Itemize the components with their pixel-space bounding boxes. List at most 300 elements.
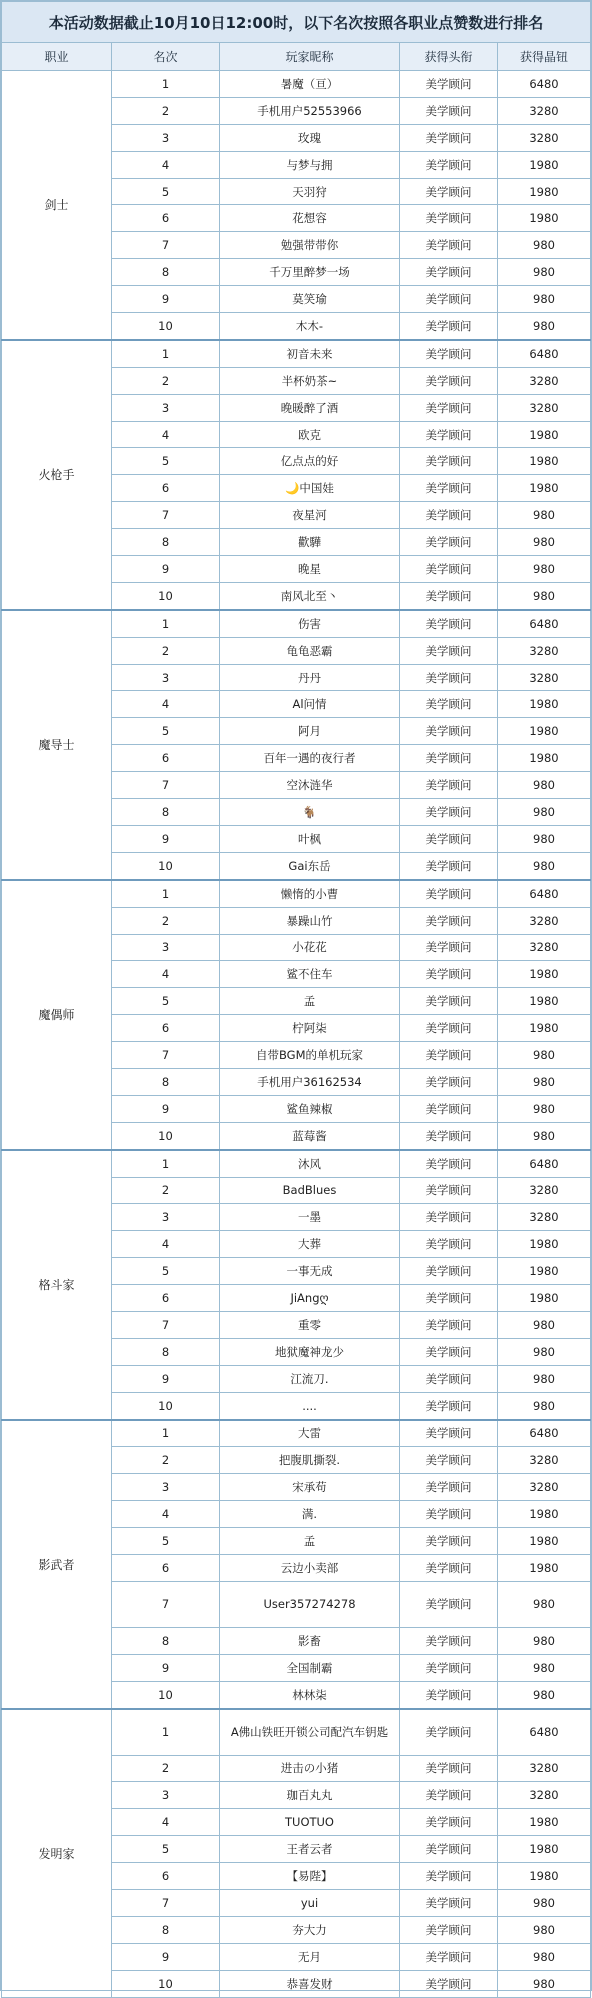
reward-cell: 1980: [498, 1501, 591, 1528]
reward-cell: 980: [498, 529, 591, 556]
nickname-cell: JiAngღ: [220, 1285, 400, 1312]
rank-cell: 6: [112, 1285, 220, 1312]
nickname-cell: 孟: [220, 988, 400, 1015]
reward-cell: 3280: [498, 124, 591, 151]
title-cell: 美学顾问: [400, 1916, 498, 1943]
rank-cell: 8: [112, 1627, 220, 1654]
title-cell: 美学顾问: [400, 1943, 498, 1970]
title-cell: 美学顾问: [400, 988, 498, 1015]
class-cell: 剑士: [2, 71, 112, 340]
title-cell: 美学顾问: [400, 1474, 498, 1501]
title-cell: 美学顾问: [400, 1970, 498, 1997]
nickname-cell: 欧克: [220, 421, 400, 448]
table-row: [2, 1709, 591, 1756]
header-class: 职业: [2, 43, 112, 71]
nickname-cell: 鲨不住车: [220, 961, 400, 988]
rank-cell: 9: [112, 825, 220, 852]
nickname-cell: 影畜: [220, 1627, 400, 1654]
reward-cell: 980: [498, 1365, 591, 1392]
nickname-cell: 勉强带带你: [220, 232, 400, 259]
rank-cell: 9: [112, 1365, 220, 1392]
rank-cell: 2: [112, 637, 220, 664]
rank-cell: 2: [112, 97, 220, 124]
nickname-cell: 叶枫: [220, 825, 400, 852]
reward-cell: 980: [498, 825, 591, 852]
title-cell: 美学顾问: [400, 97, 498, 124]
reward-cell: 6480: [498, 71, 591, 98]
nickname-cell: 百年一遇的夜行者: [220, 745, 400, 772]
nickname-cell: 木木-: [220, 313, 400, 340]
reward-cell: 1980: [498, 178, 591, 205]
rank-cell: 3: [112, 394, 220, 421]
reward-cell: 1980: [498, 421, 591, 448]
title-cell: 美学顾问: [400, 1392, 498, 1419]
nickname-cell: 林林柒: [220, 1681, 400, 1708]
nickname-cell: 伤害: [220, 610, 400, 637]
ranking-body: [2, 71, 591, 1998]
reward-cell: 3280: [498, 394, 591, 421]
rank-cell: 6: [112, 205, 220, 232]
title-cell: 美学顾问: [400, 1420, 498, 1447]
reward-cell: 980: [498, 1068, 591, 1095]
rank-cell: 4: [112, 1809, 220, 1836]
rank-cell: 4: [112, 1501, 220, 1528]
title-cell: 美学顾问: [400, 502, 498, 529]
title-cell: 美学顾问: [400, 556, 498, 583]
nickname-cell: 宋承苟: [220, 1474, 400, 1501]
rank-cell: 4: [112, 421, 220, 448]
title-cell: 美学顾问: [400, 961, 498, 988]
title-cell: 美学顾问: [400, 1177, 498, 1204]
nickname-cell: TUOTUO: [220, 1809, 400, 1836]
title-cell: 美学顾问: [400, 1338, 498, 1365]
rank-cell: 8: [112, 259, 220, 286]
nickname-cell: 龟龟恶霸: [220, 637, 400, 664]
rank-cell: 7: [112, 1581, 220, 1627]
rank-cell: 5: [112, 1836, 220, 1863]
nickname-cell: 重零: [220, 1311, 400, 1338]
reward-cell: 980: [498, 1311, 591, 1338]
title-cell: 美学顾问: [400, 1204, 498, 1231]
nickname-cell: 王者云者: [220, 1836, 400, 1863]
reward-cell: 1980: [498, 1836, 591, 1863]
reward-cell: 1980: [498, 961, 591, 988]
rank-cell: 7: [112, 1042, 220, 1069]
rank-cell: 3: [112, 934, 220, 961]
title-cell: 美学顾问: [400, 1231, 498, 1258]
rank-cell: 5: [112, 1528, 220, 1555]
title-cell: 美学顾问: [400, 71, 498, 98]
nickname-cell: 进击の小猪: [220, 1755, 400, 1782]
reward-cell: 980: [498, 259, 591, 286]
nickname-cell: yui: [220, 1890, 400, 1917]
reward-cell: 1980: [498, 718, 591, 745]
rank-cell: 7: [112, 232, 220, 259]
title-cell: 美学顾问: [400, 1654, 498, 1681]
nickname-cell: 大葬: [220, 1231, 400, 1258]
reward-cell: 1980: [498, 151, 591, 178]
ranking-table: [1, 1, 591, 1998]
rank-cell: 6: [112, 1015, 220, 1042]
rank-cell: 1: [112, 1709, 220, 1756]
title-cell: 美学顾问: [400, 124, 498, 151]
nickname-cell: 🌙中国娃: [220, 475, 400, 502]
rank-cell: 6: [112, 1863, 220, 1890]
rank-cell: 10: [112, 582, 220, 609]
nickname-cell: 一事无成: [220, 1258, 400, 1285]
rank-cell: 5: [112, 448, 220, 475]
rank-cell: 8: [112, 1338, 220, 1365]
title-cell: 美学顾问: [400, 934, 498, 961]
reward-cell: 980: [498, 1654, 591, 1681]
title-cell: 美学顾问: [400, 475, 498, 502]
nickname-cell: 莫笑瑜: [220, 286, 400, 313]
title-cell: 美学顾问: [400, 1681, 498, 1708]
rank-cell: 2: [112, 907, 220, 934]
reward-cell: 6480: [498, 880, 591, 907]
title-cell: 美学顾问: [400, 718, 498, 745]
nickname-cell: 千万里醉梦一场: [220, 259, 400, 286]
nickname-cell: 夜星河: [220, 502, 400, 529]
title-cell: 美学顾问: [400, 367, 498, 394]
rank-cell: 1: [112, 1150, 220, 1177]
rank-cell: 6: [112, 1554, 220, 1581]
nickname-cell: 【易陛】: [220, 1863, 400, 1890]
title-cell: 美学顾问: [400, 880, 498, 907]
table-row: [2, 1420, 591, 1447]
rank-cell: 1: [112, 71, 220, 98]
table-row: [2, 610, 591, 637]
reward-cell: 6480: [498, 1420, 591, 1447]
reward-cell: 980: [498, 502, 591, 529]
rank-cell: 9: [112, 1943, 220, 1970]
reward-cell: 980: [498, 1581, 591, 1627]
title-cell: 美学顾问: [400, 1782, 498, 1809]
rank-cell: 7: [112, 1890, 220, 1917]
title-cell: 美学顾问: [400, 1501, 498, 1528]
nickname-cell: 南风北至丶: [220, 582, 400, 609]
title-cell: 美学顾问: [400, 178, 498, 205]
nickname-cell: 🐐: [220, 799, 400, 826]
class-cell: 格斗家: [2, 1150, 112, 1420]
nickname-cell: 玫瑰: [220, 124, 400, 151]
title-cell: 美学顾问: [400, 852, 498, 879]
header-rank: 名次: [112, 43, 220, 71]
reward-cell: 1980: [498, 1285, 591, 1312]
reward-cell: 3280: [498, 1782, 591, 1809]
nickname-cell: 天羽狩: [220, 178, 400, 205]
class-cell: 火枪手: [2, 340, 112, 610]
rank-cell: 10: [112, 1392, 220, 1419]
class-cell: 影武者: [2, 1420, 112, 1709]
reward-cell: 980: [498, 286, 591, 313]
rank-cell: 9: [112, 286, 220, 313]
reward-cell: 3280: [498, 1177, 591, 1204]
reward-cell: 980: [498, 313, 591, 340]
reward-cell: 3280: [498, 1204, 591, 1231]
reward-cell: 980: [498, 556, 591, 583]
nickname-cell: 初音未来: [220, 340, 400, 367]
table-row: [2, 880, 591, 907]
rank-cell: 3: [112, 1204, 220, 1231]
title-cell: 美学顾问: [400, 1365, 498, 1392]
title-cell: 美学顾问: [400, 1890, 498, 1917]
rank-cell: 1: [112, 340, 220, 367]
rank-cell: 9: [112, 1095, 220, 1122]
reward-cell: 980: [498, 1095, 591, 1122]
rank-cell: 8: [112, 1916, 220, 1943]
title-cell: 美学顾问: [400, 907, 498, 934]
nickname-cell: 暴躁山竹: [220, 907, 400, 934]
rank-cell: 10: [112, 313, 220, 340]
rank-cell: 9: [112, 556, 220, 583]
title-cell: 美学顾问: [400, 151, 498, 178]
reward-cell: 1980: [498, 1554, 591, 1581]
reward-cell: 3280: [498, 934, 591, 961]
title-cell: 美学顾问: [400, 529, 498, 556]
class-cell: 魔导士: [2, 610, 112, 880]
title-cell: 美学顾问: [400, 1068, 498, 1095]
nickname-cell: 柠阿柒: [220, 1015, 400, 1042]
reward-cell: 1980: [498, 988, 591, 1015]
class-cell: 魔偶师: [2, 880, 112, 1150]
title-cell: 美学顾问: [400, 1627, 498, 1654]
reward-cell: 1980: [498, 475, 591, 502]
table-row: [2, 340, 591, 367]
nickname-cell: Al问情: [220, 691, 400, 718]
reward-cell: 6480: [498, 1709, 591, 1756]
title-cell: 美学顾问: [400, 1581, 498, 1627]
reward-cell: 980: [498, 1627, 591, 1654]
table-row: [2, 1150, 591, 1177]
reward-cell: 3280: [498, 1447, 591, 1474]
rank-cell: 10: [112, 1970, 220, 1997]
reward-cell: 980: [498, 1890, 591, 1917]
title-cell: 美学顾问: [400, 286, 498, 313]
rank-cell: 9: [112, 1654, 220, 1681]
nickname-cell: 孟: [220, 1528, 400, 1555]
rank-cell: 8: [112, 1068, 220, 1095]
reward-cell: 1980: [498, 1809, 591, 1836]
reward-cell: 3280: [498, 907, 591, 934]
rank-cell: 4: [112, 691, 220, 718]
rank-cell: 2: [112, 1177, 220, 1204]
nickname-cell: 蓝莓酱: [220, 1122, 400, 1149]
header-nickname: 玩家昵称: [220, 43, 400, 71]
rank-cell: 8: [112, 529, 220, 556]
nickname-cell: 晚暖醉了酒: [220, 394, 400, 421]
rank-cell: 4: [112, 961, 220, 988]
reward-cell: 980: [498, 1122, 591, 1149]
title-cell: 美学顾问: [400, 799, 498, 826]
title-cell: 美学顾问: [400, 1447, 498, 1474]
page-title: 本活动数据截止10月10日12:00时，以下名次按照各职业点赞数进行排名: [2, 2, 591, 43]
reward-cell: 3280: [498, 1755, 591, 1782]
nickname-cell: 把腹肌撕裂.: [220, 1447, 400, 1474]
reward-cell: 980: [498, 1392, 591, 1419]
reward-cell: 980: [498, 1338, 591, 1365]
reward-cell: 1980: [498, 1528, 591, 1555]
rank-cell: 6: [112, 475, 220, 502]
nickname-cell: 鲨鱼辣椒: [220, 1095, 400, 1122]
nickname-cell: 暑魔（亘）: [220, 71, 400, 98]
nickname-cell: 全国制霸: [220, 1654, 400, 1681]
title-cell: 美学顾问: [400, 394, 498, 421]
table-row: [2, 71, 591, 98]
title-cell: 美学顾问: [400, 1095, 498, 1122]
rank-cell: 7: [112, 1311, 220, 1338]
title-cell: 美学顾问: [400, 1554, 498, 1581]
nickname-cell: 沐风: [220, 1150, 400, 1177]
title-cell: 美学顾问: [400, 259, 498, 286]
nickname-cell: 半杯奶茶~: [220, 367, 400, 394]
reward-cell: 980: [498, 852, 591, 879]
nickname-cell: 空沐涟华: [220, 772, 400, 799]
rank-cell: 8: [112, 799, 220, 826]
reward-cell: 3280: [498, 367, 591, 394]
nickname-cell: 大雷: [220, 1420, 400, 1447]
nickname-cell: 花想容: [220, 205, 400, 232]
title-cell: 美学顾问: [400, 610, 498, 637]
reward-cell: 980: [498, 232, 591, 259]
rank-cell: 1: [112, 880, 220, 907]
rank-cell: 2: [112, 367, 220, 394]
title-cell: 美学顾问: [400, 664, 498, 691]
title-cell: 美学顾问: [400, 1528, 498, 1555]
nickname-cell: ....: [220, 1392, 400, 1419]
rank-cell: 3: [112, 124, 220, 151]
nickname-cell: 歡驊: [220, 529, 400, 556]
title-cell: 美学顾问: [400, 1311, 498, 1338]
reward-cell: 1980: [498, 205, 591, 232]
reward-cell: 1980: [498, 1015, 591, 1042]
rank-cell: 1: [112, 610, 220, 637]
nickname-cell: 自带BGM的单机玩家: [220, 1042, 400, 1069]
reward-cell: 980: [498, 1943, 591, 1970]
title-cell: 美学顾问: [400, 205, 498, 232]
rank-cell: 4: [112, 151, 220, 178]
reward-cell: 1980: [498, 1863, 591, 1890]
rank-cell: 3: [112, 1782, 220, 1809]
title-cell: 美学顾问: [400, 340, 498, 367]
class-cell: 发明家: [2, 1709, 112, 1998]
title-cell: 美学顾问: [400, 1809, 498, 1836]
reward-cell: 980: [498, 1970, 591, 1997]
reward-cell: 6480: [498, 340, 591, 367]
title-cell: 美学顾问: [400, 313, 498, 340]
title-cell: 美学顾问: [400, 1042, 498, 1069]
rank-cell: 5: [112, 178, 220, 205]
nickname-cell: BadBlues: [220, 1177, 400, 1204]
reward-cell: 1980: [498, 1231, 591, 1258]
rank-cell: 5: [112, 1258, 220, 1285]
nickname-cell: User357274278: [220, 1581, 400, 1627]
reward-cell: 980: [498, 1916, 591, 1943]
reward-cell: 1980: [498, 448, 591, 475]
nickname-cell: 懒惰的小曹: [220, 880, 400, 907]
nickname-cell: 手机用户36162534: [220, 1068, 400, 1095]
title-cell: 美学顾问: [400, 1122, 498, 1149]
nickname-cell: 亿点点的好: [220, 448, 400, 475]
reward-cell: 980: [498, 1042, 591, 1069]
nickname-cell: 丹丹: [220, 664, 400, 691]
nickname-cell: 满.: [220, 1501, 400, 1528]
reward-cell: 3280: [498, 664, 591, 691]
title-cell: 美学顾问: [400, 448, 498, 475]
reward-cell: 1980: [498, 745, 591, 772]
nickname-cell: 手机用户52553966: [220, 97, 400, 124]
title-cell: 美学顾问: [400, 1150, 498, 1177]
nickname-cell: 晚星: [220, 556, 400, 583]
rank-cell: 1: [112, 1420, 220, 1447]
nickname-cell: 小花花: [220, 934, 400, 961]
nickname-cell: 江流刀.: [220, 1365, 400, 1392]
rank-cell: 3: [112, 664, 220, 691]
reward-cell: 6480: [498, 610, 591, 637]
nickname-cell: 珈百丸丸: [220, 1782, 400, 1809]
reward-cell: 3280: [498, 97, 591, 124]
rank-cell: 7: [112, 772, 220, 799]
header-row: [2, 43, 591, 71]
title-cell: 美学顾问: [400, 582, 498, 609]
nickname-cell: 云边小卖部: [220, 1554, 400, 1581]
nickname-cell: 恭喜发财: [220, 1970, 400, 1997]
rank-cell: 3: [112, 1474, 220, 1501]
reward-cell: 3280: [498, 637, 591, 664]
reward-cell: 3280: [498, 1474, 591, 1501]
reward-cell: 980: [498, 799, 591, 826]
title-cell: 美学顾问: [400, 745, 498, 772]
nickname-cell: 无月: [220, 1943, 400, 1970]
title-cell: 美学顾问: [400, 1015, 498, 1042]
nickname-cell: A佛山铁旺开锁公司配汽车钥匙: [220, 1709, 400, 1756]
title-cell: 美学顾问: [400, 1285, 498, 1312]
title-cell: 美学顾问: [400, 1258, 498, 1285]
header-reward: 获得晶钮: [498, 43, 591, 71]
nickname-cell: 与梦与拥: [220, 151, 400, 178]
reward-cell: 1980: [498, 691, 591, 718]
rank-cell: 6: [112, 745, 220, 772]
rank-cell: 5: [112, 988, 220, 1015]
reward-cell: 6480: [498, 1150, 591, 1177]
nickname-cell: 夯大力: [220, 1916, 400, 1943]
header-title: 获得头衔: [400, 43, 498, 71]
rank-cell: 7: [112, 502, 220, 529]
title-cell: 美学顾问: [400, 691, 498, 718]
nickname-cell: 一墨: [220, 1204, 400, 1231]
nickname-cell: 阿月: [220, 718, 400, 745]
rank-cell: 5: [112, 718, 220, 745]
rank-cell: 2: [112, 1755, 220, 1782]
title-cell: 美学顾问: [400, 421, 498, 448]
rank-cell: 2: [112, 1447, 220, 1474]
title-cell: 美学顾问: [400, 772, 498, 799]
rank-cell: 10: [112, 1122, 220, 1149]
title-cell: 美学顾问: [400, 1863, 498, 1890]
nickname-cell: Gai东岳: [220, 852, 400, 879]
title-cell: 美学顾问: [400, 232, 498, 259]
title-cell: 美学顾问: [400, 825, 498, 852]
rank-cell: 10: [112, 1681, 220, 1708]
title-cell: 美学顾问: [400, 1836, 498, 1863]
title-cell: 美学顾问: [400, 1709, 498, 1756]
reward-cell: 980: [498, 582, 591, 609]
rank-cell: 4: [112, 1231, 220, 1258]
rank-cell: 10: [112, 852, 220, 879]
title-cell: 美学顾问: [400, 637, 498, 664]
reward-cell: 1980: [498, 1258, 591, 1285]
reward-cell: 980: [498, 1681, 591, 1708]
